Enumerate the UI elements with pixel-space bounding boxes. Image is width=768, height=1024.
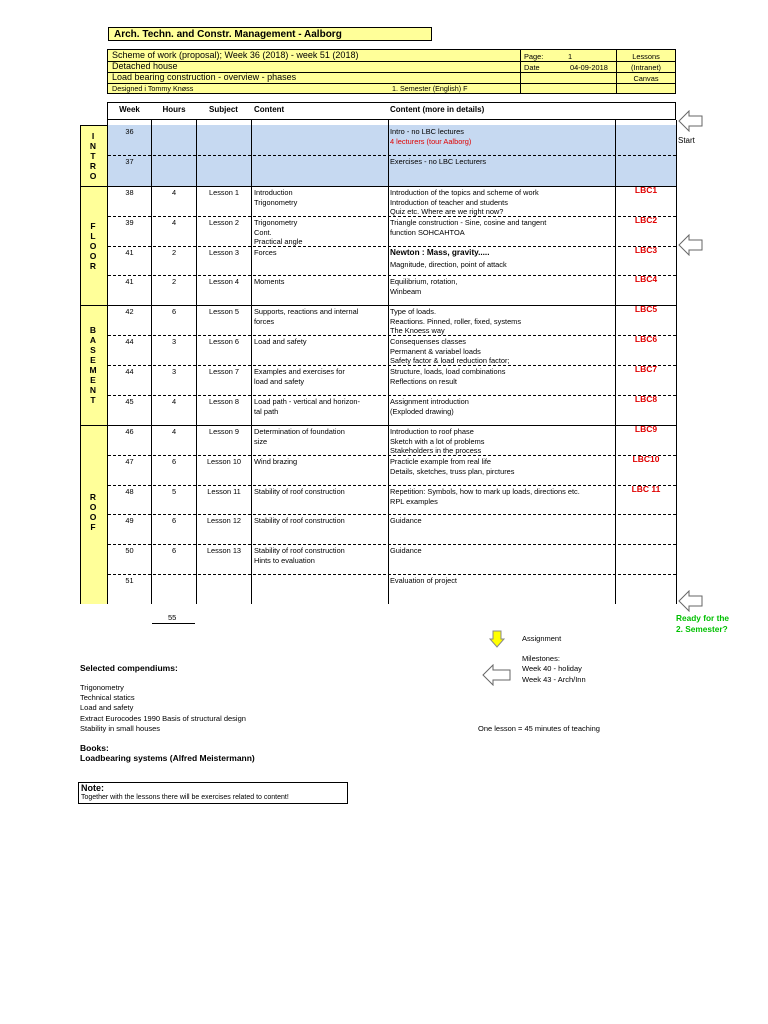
detail-line: function SOHCAHTOA (390, 227, 465, 237)
col-content: Content (254, 105, 285, 114)
content-line: forces (254, 316, 275, 326)
content-line: load and safety (254, 376, 305, 386)
content-line: Stability of roof construction (254, 516, 345, 525)
week-cell: 49 (125, 516, 134, 525)
start-label: Start (678, 136, 695, 145)
week-cell: 44 (125, 367, 134, 376)
hours-cell: 4 (171, 397, 177, 406)
hours-cell: 4 (171, 427, 177, 436)
row-separator (108, 544, 676, 545)
phase-letter: E (90, 355, 96, 365)
lbc-link[interactable]: LBC10 (632, 454, 660, 464)
ready-line-1: Ready for the (676, 613, 730, 623)
content-line: Hints to evaluation (254, 555, 315, 565)
content-line: Forces (254, 248, 277, 257)
milestone-arrow-icon (482, 664, 512, 686)
phase-letter: I (91, 130, 95, 141)
week-cell: 42 (125, 307, 134, 316)
col-week: Week (119, 105, 140, 114)
detail-line: (Exploded drawing) (390, 406, 454, 416)
content-line: Trigonometry (254, 197, 298, 207)
subject-cell: Lesson 1 (209, 188, 239, 197)
semester: 1. Semester (English) F (392, 84, 468, 93)
phase-letter: M (89, 365, 97, 375)
subject-cell: Lesson 3 (209, 248, 239, 257)
detail-line: Permanent & variabel loads (390, 346, 481, 356)
detail-line: Magnitude, direction, point of attack (390, 260, 507, 269)
compendiums-title: Selected compendiums: (80, 663, 178, 673)
col-subject: Subject (209, 105, 238, 114)
hours-cell: 6 (171, 457, 177, 466)
topic-line: Load bearing construction - overview - phases (112, 72, 297, 82)
lbc-link[interactable]: LBC9 (634, 424, 658, 434)
milestone-item: Week 40 - holiday (522, 664, 582, 673)
row-separator (108, 395, 676, 396)
subject-cell: Lesson 6 (209, 337, 239, 346)
detail-line: Assignment introduction (390, 397, 469, 406)
row-separator (108, 485, 676, 486)
detail-line: Introduction to roof phase (390, 427, 474, 436)
phase-letter: L (90, 230, 96, 241)
week-cell: 44 (125, 337, 134, 346)
detail-line: Introduction of the topics and scheme of work (390, 188, 539, 197)
content-line: Trigonometry (254, 218, 298, 227)
detail-line: Details, sketches, truss plan, pirctures (390, 466, 515, 476)
detail-line: Guidance (390, 546, 422, 555)
row-separator (108, 425, 676, 426)
phase-letter: N (89, 385, 97, 395)
detail-line: Reflections on result (390, 376, 457, 386)
phase-letter: S (90, 345, 96, 355)
compendium-item: Technical statics (80, 693, 135, 703)
detail-line: Intro - no LBC lectures (390, 127, 464, 136)
phase-label-basement (80, 325, 106, 405)
phase-letter: O (89, 170, 97, 181)
content-line: Examples and exercises for (254, 367, 345, 376)
col-details: Content (more in details) (390, 105, 485, 114)
lbc-link[interactable]: LBC1 (634, 185, 658, 195)
detail-line: Evaluation of project (390, 576, 457, 585)
content-line: size (254, 436, 268, 446)
detail-line: Introduction of teacher and students (390, 197, 508, 207)
start-arrow-icon (678, 110, 704, 132)
content-line: Stability of roof construction (254, 546, 345, 555)
detail-line: Quiz etc. Where are we right now? (390, 207, 504, 217)
hours-cell: 6 (171, 516, 177, 525)
subject-cell: Lesson 5 (209, 307, 239, 316)
compendium-item: Trigonometry (80, 683, 124, 692)
detail-line: Exercises - no LBC Lecturers (390, 157, 487, 166)
week-cell: 45 (125, 397, 134, 406)
phase-letter: E (90, 375, 96, 385)
lbc-link[interactable]: LBC6 (634, 334, 658, 344)
row-separator (108, 514, 676, 515)
row-separator (108, 574, 676, 575)
detail-line: Repetition: Symbols, how to mark up loads, directions etc. (390, 487, 580, 496)
week-cell: 38 (125, 188, 134, 197)
detail-line: Type of loads. (390, 307, 437, 316)
hours-cell: 4 (171, 188, 177, 197)
content-line: Load and safety (254, 337, 307, 346)
detail-line: Guidance (390, 516, 422, 525)
subject-cell: Lesson 8 (209, 397, 239, 406)
note-box (78, 782, 348, 804)
total-hours: 55 (168, 613, 177, 622)
page-value: 1 (568, 52, 573, 61)
phase-label-roof (80, 492, 106, 532)
hours-cell: 5 (171, 487, 177, 496)
phase-label-floor (80, 221, 106, 271)
content-line: Introduction (254, 188, 293, 197)
col-hours: Hours (162, 105, 186, 114)
phase-letter: O (89, 512, 97, 522)
compendium-item: Load and safety (80, 703, 134, 713)
assignment-arrow-icon (489, 630, 505, 648)
ready-line-2: 2. Semester? (676, 624, 728, 634)
hours-cell: 4 (171, 218, 177, 227)
detail-line: The Knoess way (390, 326, 445, 336)
detail-line: Safety factor & load reduction factor; (390, 356, 510, 366)
lessons-label: Lessons (632, 52, 660, 61)
phase-letter: F (90, 522, 96, 532)
detail-line: Structure, loads, load combinations (390, 367, 506, 376)
detail-line: Reactions. Pinned, roller, fixed, systems (390, 316, 522, 326)
hours-cell: 3 (171, 337, 177, 346)
phase-letter: R (89, 160, 97, 171)
subject-cell: Lesson 2 (209, 218, 239, 227)
compendium-item: Extract Eurocodes 1990 Basis of structural design (80, 713, 246, 723)
phase-letter: A (89, 335, 97, 345)
phase-letter: O (89, 250, 97, 261)
subject-cell: Lesson 11 (207, 487, 241, 496)
lbc-link[interactable]: LBC4 (634, 274, 658, 284)
week-cell: 51 (125, 576, 134, 585)
row-separator (108, 305, 676, 306)
book-item: Loadbearing systems (Alfred Meistermann) (80, 753, 255, 763)
compendium-item: Stability in small houses (80, 723, 161, 733)
lbc-link[interactable]: LBC 11 (631, 484, 661, 494)
detail-line: RPL examples (390, 496, 438, 506)
detail-line: Triangle construction - Sine, cosine and tangent (390, 218, 547, 227)
milestones-title: Milestones: (522, 654, 560, 663)
compendiums-list (80, 683, 246, 734)
lbc-link[interactable]: LBC5 (634, 304, 658, 314)
content-line: Wind brazing (254, 457, 298, 466)
left-arrow-icon (678, 234, 704, 256)
lessons-intranet: (Intranet) (631, 63, 661, 72)
detail-line: Stakeholders in the process (390, 446, 482, 456)
week-cell: 47 (125, 457, 134, 466)
milestone-item: Week 43 - Arch/Inn (522, 675, 586, 684)
date-value: 04-09-2018 (570, 63, 608, 72)
hours-cell: 2 (171, 277, 177, 286)
subject-cell: Lesson 10 (206, 457, 242, 466)
detail-line: Winbeam (390, 286, 422, 296)
house-line: Detached house (112, 61, 178, 71)
phase-letter: R (89, 492, 97, 502)
hours-cell: 6 (171, 546, 177, 555)
week-cell: 50 (125, 546, 134, 555)
lbc-link[interactable]: LBC8 (634, 394, 658, 404)
week-cell: 48 (125, 487, 134, 496)
row-separator (108, 186, 676, 187)
phase-letter: O (89, 240, 97, 251)
phase-letter: N (89, 140, 97, 151)
content-line: tal path (254, 406, 279, 416)
phase-letter: R (89, 260, 97, 271)
note-text: Together with the lessons there will be exercises related to content! (81, 794, 289, 801)
note-title: Note: (81, 783, 104, 793)
week-cell: 39 (125, 218, 134, 227)
week-cell: 37 (125, 157, 134, 166)
subject-cell: Lesson 7 (209, 367, 239, 376)
phase-letter: O (89, 502, 97, 512)
detail-line: Practicle example from real life (390, 457, 492, 466)
subject-cell: Lesson 9 (209, 427, 239, 436)
lbc-link[interactable]: LBC2 (634, 215, 658, 225)
assignment-label: Assignment (522, 634, 562, 643)
week-cell: 41 (125, 248, 134, 257)
detail-line: Equilibrium, rotation, (390, 277, 458, 286)
week-cell: 36 (125, 127, 134, 136)
subject-cell: Lesson 12 (206, 516, 242, 525)
lesson-note: One lesson = 45 minutes of teaching (478, 724, 600, 733)
page-label: Page: (524, 52, 544, 61)
phase-label-intro (80, 131, 106, 181)
phase-letter: B (89, 325, 97, 335)
content-line: Stability of roof construction (254, 487, 345, 496)
week-cell: 46 (125, 427, 134, 436)
phase-letter: T (90, 150, 96, 161)
phase-letter: F (90, 220, 96, 231)
content-line: Load path - vertical and horizon- (254, 397, 360, 406)
designed-by: Designed i Tommy Knøss (112, 84, 194, 93)
content-line: Practical angle (254, 237, 303, 247)
detail-line: Consequenses classes (390, 337, 467, 346)
content-line: Determination of foundation (254, 427, 345, 436)
lessons-canvas: Canvas (633, 74, 659, 83)
hours-cell: 6 (171, 307, 177, 316)
date-label: Date (524, 63, 540, 72)
phase-letter: T (90, 395, 96, 405)
lbc-link[interactable]: LBC7 (634, 364, 658, 374)
detail-line: 4 lecturers (tour Aalborg) (390, 136, 472, 146)
row-separator (108, 155, 676, 156)
hours-cell: 3 (171, 367, 177, 376)
document-title: Arch. Techn. and Constr. Management - Aalborg (108, 27, 432, 41)
row-separator (108, 246, 676, 247)
scheme-line: Scheme of work (proposal); Week 36 (2018) - week 51 (2018) (112, 50, 359, 60)
subject-cell: Lesson 4 (209, 277, 239, 286)
books-title: Books: (80, 743, 109, 753)
ready-arrow-icon (678, 590, 704, 612)
hours-cell: 2 (171, 248, 177, 257)
week-cell: 41 (125, 277, 134, 286)
detail-line: Sketch with a lot of problems (390, 436, 485, 446)
content-line: Supports, reactions and internal (254, 307, 359, 316)
row-separator (108, 275, 676, 276)
subject-cell: Lesson 13 (206, 546, 242, 555)
detail-line: Newton : Mass, gravity..... (390, 248, 490, 257)
content-line: Moments (254, 277, 285, 286)
lbc-link[interactable]: LBC3 (634, 245, 658, 255)
content-line: Cont. (254, 227, 272, 237)
